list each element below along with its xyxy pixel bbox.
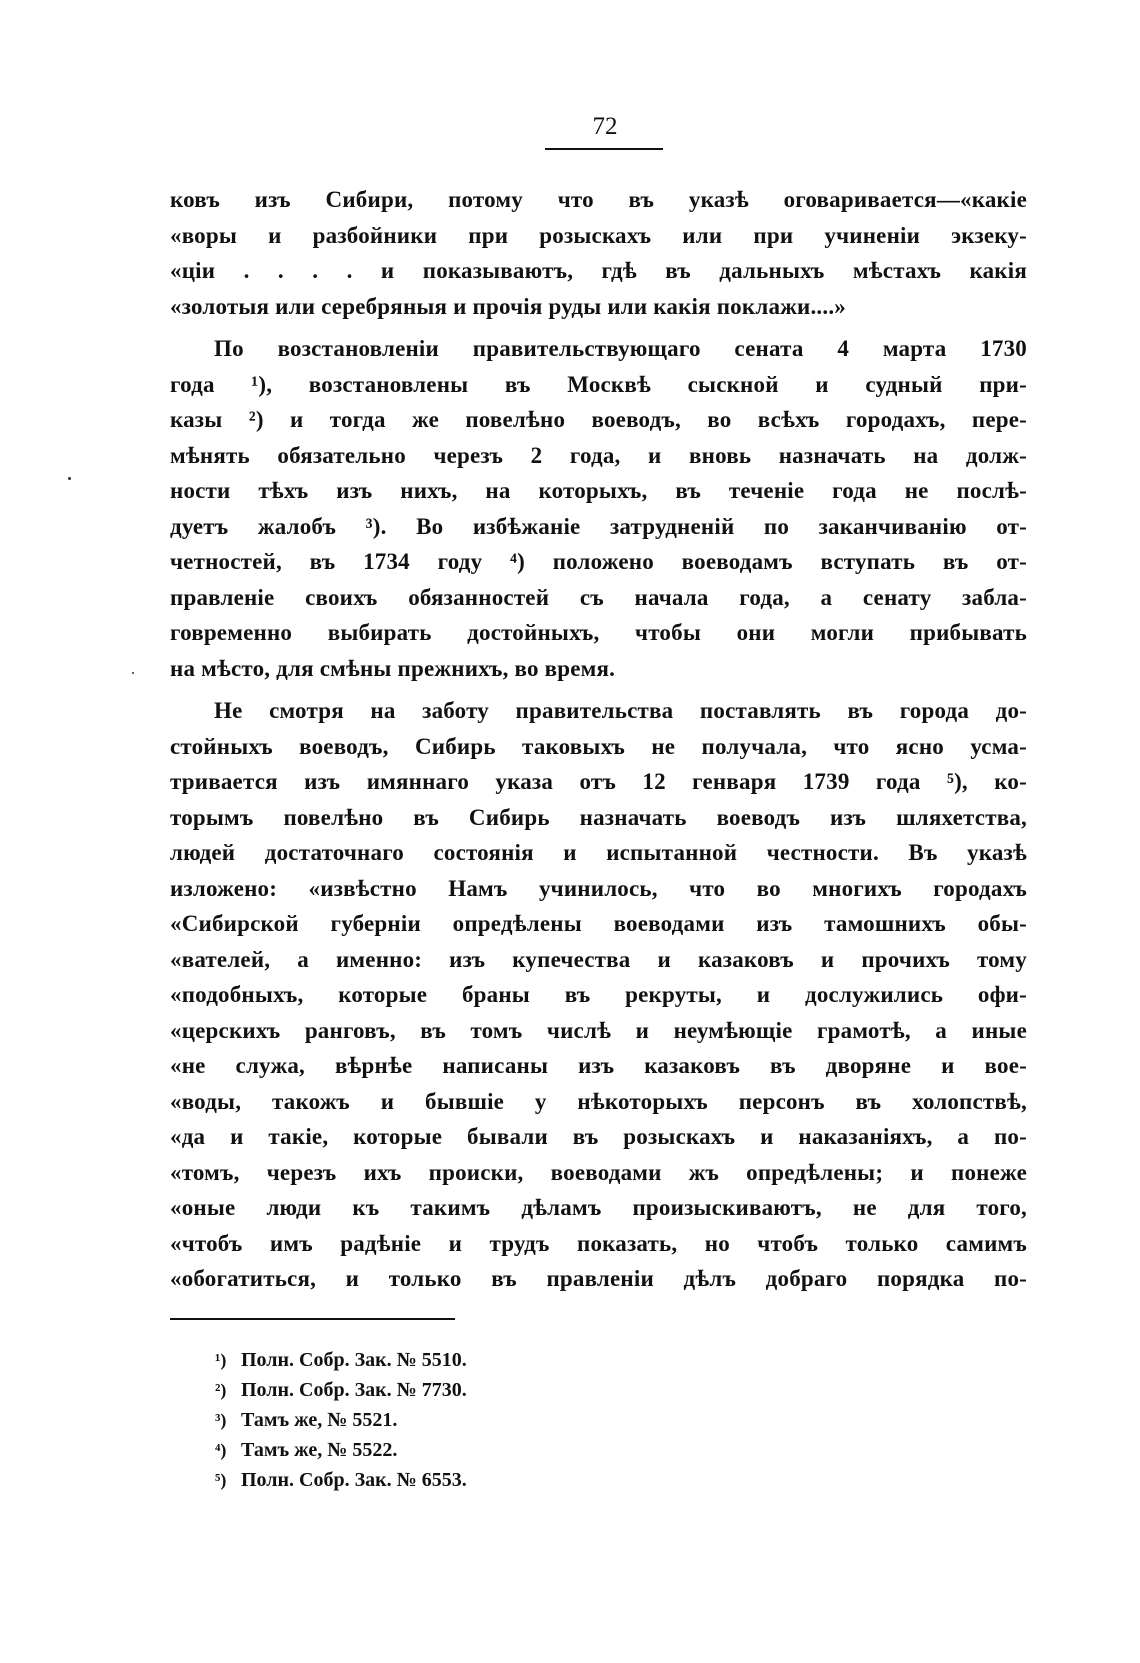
text-line: ковъ изъ Сибири, потому что въ указѣ оговаривается—«какіе [170, 187, 1027, 212]
text-line: По возстановленіи правительствующаго сената 4 марта 1730 [214, 336, 1027, 361]
text-line: «оные люди къ такимъ дѣламъ произыскиваютъ, не для того, [170, 1195, 1027, 1220]
text-line: года ¹), возстановлены въ Москвѣ сыскной и судный при- [170, 371, 1027, 397]
text-line: «да и такіе, которые бывали въ розыскахъ и наказаніяхъ, а по- [170, 1124, 1027, 1149]
footnote-rule [170, 1318, 455, 1320]
text-line: Не смотря на заботу правительства поставлять въ города до- [214, 698, 1027, 723]
text-line: на мѣсто, для смѣны прежнихъ, во время. [170, 655, 616, 681]
text-line: «воры и разбойники при розыскахъ или при учиненіи экзеку- [170, 222, 1027, 248]
text-line: «ціи . . . . и показываютъ, гдѣ въ дальныхъ мѣстахъ какія [170, 258, 1027, 283]
footnote-mark: ⁴) [215, 1440, 227, 1460]
text-line: изложено: «извѣстно Намъ учинилось, что во многихъ городахъ [170, 875, 1027, 901]
text-line: ности тѣхъ изъ нихъ, на которыхъ, въ теченіе года не послѣ- [170, 478, 1027, 503]
text-line: правленіе своихъ обязанностей съ начала года, а сенату забла- [170, 584, 1027, 610]
text-line: «Сибирской губерніи опредѣлены воеводами изъ тамошнихъ обы- [170, 911, 1027, 936]
page-number: 72 [592, 113, 618, 140]
text-line: людей достаточнаго состоянія и испытанной честности. Въ указѣ [170, 840, 1027, 865]
page-number-rule [545, 148, 663, 150]
scan-speck [132, 672, 134, 674]
footnote-text: Полн. Собр. Зак. № 5510. [241, 1349, 467, 1371]
text-line: мѣнять обязательно черезъ 2 года, и вновь назначать на долж- [170, 442, 1027, 468]
footnote-mark: ⁵) [215, 1470, 227, 1490]
text-line: «золотыя или серебряныя и прочія руды или какія поклажи....» [170, 293, 846, 319]
paragraph-gap [170, 686, 1027, 693]
scan-speck [68, 477, 71, 480]
footnote [215, 1435, 715, 1465]
text-line: говременно выбирать достойныхъ, чтобы они могли прибывать [170, 620, 1027, 645]
text-line: «томъ, черезъ ихъ происки, воеводами жъ опредѣлены; и понеже [170, 1159, 1027, 1185]
footnote-text: Полн. Собр. Зак. № 6553. [241, 1469, 467, 1491]
text-line: дуетъ жалобъ ³). Во избѣжаніе затрудненій по заканчиванію от- [170, 513, 1027, 539]
text-line: «вателей, а именно: изъ купечества и казаковъ и прочихъ тому [170, 946, 1027, 972]
text-line: четностей, въ 1734 году ⁴) положено воеводамъ вступать въ от- [170, 549, 1027, 574]
text-line: «чтобъ имъ радѣніе и трудъ показать, но чтобъ только самимъ [170, 1230, 1027, 1256]
text-line: тривается изъ имяннаго указа отъ 12 генваря 1739 года ⁵), ко- [170, 769, 1027, 794]
footnotes [215, 1345, 715, 1495]
text-line: торымъ повелѣно въ Сибирь назначать воеводъ изъ шляхетства, [170, 804, 1027, 830]
paragraph-gap [170, 324, 1027, 331]
footnote [215, 1345, 715, 1375]
text-line: «воды, такожъ и бывшіе у нѣкоторыхъ персонъ въ холопствѣ, [170, 1088, 1027, 1114]
footnote-mark: ³) [215, 1410, 227, 1430]
body-text [170, 182, 1027, 1297]
footnote-text: Тамъ же, № 5522. [241, 1439, 398, 1461]
footnote-text: Полн. Собр. Зак. № 7730. [241, 1379, 467, 1401]
text-line: «подобныхъ, которые браны въ рекруты, и дослужились офи- [170, 982, 1027, 1007]
footnote-text: Тамъ же, № 5521. [241, 1409, 398, 1431]
footnote [215, 1375, 715, 1405]
text-line: «обогатиться, и только въ правленіи дѣлъ добраго порядка по- [170, 1266, 1027, 1291]
text-line: «не служа, вѣрнѣе написаны изъ казаковъ въ дворяне и вое- [170, 1053, 1027, 1078]
footnote-mark: ¹) [215, 1350, 227, 1370]
text-line: «церскихъ ранговъ, въ томъ числѣ и неумѣющіе грамотѣ, а иные [170, 1017, 1027, 1043]
footnote-mark: ²) [215, 1380, 227, 1400]
footnote [215, 1465, 715, 1495]
text-line: стойныхъ воеводъ, Сибирь таковыхъ не получала, что ясно усма- [170, 733, 1027, 759]
footnote [215, 1405, 715, 1435]
text-line: казы ²) и тогда же повелѣно воеводъ, во всѣхъ городахъ, пере- [170, 407, 1027, 432]
